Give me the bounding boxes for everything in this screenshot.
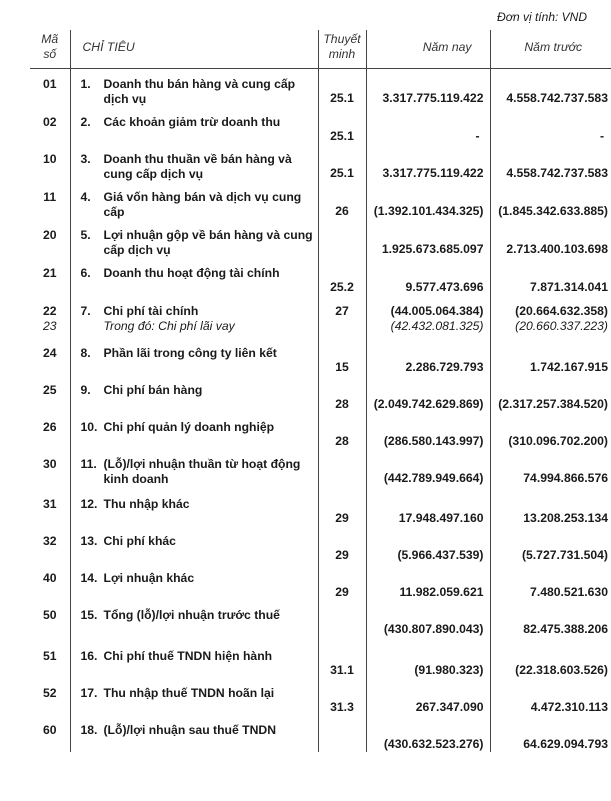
row-item [70,182,318,220]
row-number: 17. [80,686,98,700]
row-code [30,563,70,600]
row-item-line [81,457,316,487]
row-note [318,296,366,338]
row-note-value: 29 [335,511,349,525]
row-number: 7. [80,304,91,318]
row-item-line [81,608,316,623]
row-code [30,412,70,449]
currency-unit-label: Đơn vị tính: VND [497,10,587,24]
row-current-value: 3.317.775.119.422 [382,166,484,180]
row-number: 4. [80,190,91,204]
row-label: Chi phí bán hàng [103,383,203,397]
row-item-line [81,152,316,182]
row-current-value: (44.005.064.384) [390,304,484,318]
header-item: CHỈ TIÊU [70,30,318,69]
row-prior-value: 7.871.314.041 [530,280,608,294]
row-item-line [81,534,316,549]
row-prior-value: (20.664.632.358) [515,304,608,318]
row-number: 15. [80,608,98,622]
row-code-value: 30 [42,457,57,471]
row-current-year [366,338,490,375]
row-prior-year [490,296,611,338]
row-prior-value: 64.629.094.793 [523,737,608,751]
row-note-value: 31.3 [330,700,354,714]
table-row [30,296,611,338]
row-item-line [81,649,316,664]
row-label: Lợi nhuận gộp về bán hàng và cung cấp dịch vụ [103,228,313,257]
row-current-value: 11.982.059.621 [399,585,484,599]
row-number: 16. [80,649,98,663]
table-row [30,144,611,182]
row-note [318,449,366,489]
row-note-value: 31.1 [330,663,354,677]
row-code [30,338,70,375]
row-item-line [81,190,316,220]
row-current-value: 17.948.497.160 [398,511,484,525]
row-current-sub: (42.432.081.325) [390,319,484,333]
row-label: Tổng (lỗ)/lợi nhuận trước thuế [103,608,280,622]
row-item [70,69,318,108]
row-code-value: 51 [42,649,57,663]
row-code [30,641,70,678]
row-prior-year [490,563,611,600]
row-item [70,220,318,258]
row-current-value: (442.789.949.664) [383,471,484,485]
table-row [30,600,611,641]
row-number: 8. [80,346,91,360]
row-prior-value: 1.742.167.915 [530,360,608,374]
row-item [70,526,318,563]
row-item [70,144,318,182]
row-prior-year [490,182,611,220]
row-note [318,412,366,449]
row-note [318,600,366,641]
income-statement-table [30,30,611,752]
header-note-line1: Thuyết [323,32,361,46]
row-current-value: 267.347.090 [415,700,484,714]
row-label-wrap [104,77,316,107]
row-code-value: 24 [42,346,57,360]
row-item [70,715,318,752]
row-current-value: (1.392.101.434.325) [373,204,484,218]
row-label: Phần lãi trong công ty liên kết [103,346,277,360]
row-current-year [366,144,490,182]
row-note [318,338,366,375]
row-number: 9. [80,383,91,397]
row-current-year [366,220,490,258]
row-note [318,69,366,108]
row-label: Doanh thu hoạt động tài chính [103,266,280,280]
row-prior-value: (5.727.731.504) [521,548,608,562]
row-note [318,526,366,563]
table-row [30,69,611,108]
row-note-value: 27 [335,304,349,318]
row-code-value: 02 [42,115,57,129]
row-code-value: 01 [42,77,57,91]
row-current-year [366,600,490,641]
row-label: Thu nhập khác [103,497,190,511]
row-code-value: 60 [42,723,57,737]
header-prior-year: Năm trước [490,30,611,69]
row-code [30,600,70,641]
row-prior-value: 74.994.866.576 [523,471,608,485]
row-item [70,296,318,338]
row-label-wrap [104,266,280,281]
row-current-value: 3.317.775.119.422 [382,91,484,105]
row-code-value: 22 [42,304,57,318]
row-prior-year [490,678,611,715]
row-code [30,69,70,108]
row-current-year [366,715,490,752]
row-prior-year [490,107,611,144]
row-current-year [366,563,490,600]
row-note-value: 25.2 [330,280,354,294]
row-number: 6. [80,266,91,280]
row-current-year [366,449,490,489]
row-prior-year [490,144,611,182]
row-prior-value: (310.096.702.200) [508,434,608,448]
row-note-value: 28 [335,434,349,448]
table-row [30,641,611,678]
row-note-value: 26 [335,204,349,218]
header-code-line2: số [43,47,57,61]
row-item [70,641,318,678]
row-label-wrap [104,228,316,258]
row-label-wrap [104,115,281,130]
row-note [318,107,366,144]
row-current-value: - [475,129,480,143]
row-current-year [366,412,490,449]
row-prior-value: (1.845.342.633.885) [498,204,608,218]
row-label: Giá vốn hàng bán và dịch vụ cung cấp [103,190,302,219]
header-code [30,30,70,69]
table-row [30,107,611,144]
row-prior-year [490,489,611,526]
row-item [70,489,318,526]
header-current-year: Năm nay [366,30,490,69]
row-label: Chi phí khác [103,534,176,548]
row-note-value: 28 [335,397,349,411]
row-label: Chi phí thuế TNDN hiện hành [103,649,273,663]
row-code [30,220,70,258]
row-prior-value: 7.480.521.630 [530,585,608,599]
row-prior-value: (22.318.603.526) [515,663,608,677]
row-label-wrap [104,723,277,738]
row-label: Doanh thu thuần về bán hàng và cung cấp dịch vụ [103,152,292,181]
row-code-value: 10 [42,152,57,166]
row-item-line [81,497,316,512]
row-number: 11. [80,457,97,471]
row-code-value: 26 [42,420,57,434]
row-label-wrap [104,571,195,586]
row-note [318,375,366,412]
row-number: 3. [80,152,91,166]
row-code-value: 11 [43,190,57,204]
row-prior-year [490,258,611,296]
row-code [30,144,70,182]
row-label-wrap [104,686,275,701]
row-label-wrap [104,152,316,182]
row-note [318,182,366,220]
table-row [30,489,611,526]
row-item [70,107,318,144]
table-row [30,220,611,258]
row-code-value: 25 [42,383,57,397]
row-note-value: 25.1 [330,166,354,180]
row-label-sub: Trong đó: Chi phí lãi vay [103,319,235,333]
row-label-wrap [104,383,203,398]
row-code [30,182,70,220]
row-label: Thu nhập thuế TNDN hoãn lại [103,686,275,700]
row-prior-value: 4.472.310.113 [530,700,608,714]
row-note-value: 25.1 [330,129,354,143]
row-prior-year [490,641,611,678]
row-label: (Lỗ)/lợi nhuận sau thuế TNDN [103,723,277,737]
row-current-year [366,182,490,220]
row-prior-value: 4.558.742.737.583 [506,166,608,180]
row-item-line [81,115,316,130]
row-note [318,144,366,182]
row-code-value: 52 [42,686,57,700]
table-body [30,69,611,753]
header-note [318,30,366,69]
table-row [30,526,611,563]
table-row [30,563,611,600]
row-current-value: (430.807.890.043) [383,622,484,636]
row-label-wrap [104,420,275,435]
row-prior-year [490,69,611,108]
row-current-year [366,526,490,563]
row-item [70,375,318,412]
row-code [30,107,70,144]
row-code [30,375,70,412]
row-item-line [81,571,316,586]
row-note-value: 15 [335,360,349,374]
table-row [30,375,611,412]
row-item [70,412,318,449]
row-label: Chi phí quản lý doanh nghiệp [103,420,275,434]
row-label-wrap [104,304,235,334]
row-code-value: 50 [42,608,57,622]
row-prior-sub: (20.660.337.223) [515,319,608,333]
row-code [30,489,70,526]
row-current-value: (5.966.437.539) [397,548,484,562]
row-prior-value: 2.713.400.103.698 [506,242,608,256]
row-code [30,258,70,296]
row-label: Lợi nhuận khác [103,571,195,585]
row-prior-year [490,715,611,752]
row-label-wrap [104,649,273,664]
row-item [70,338,318,375]
row-number: 13. [80,534,98,548]
row-code-value: 31 [42,497,57,511]
row-prior-year [490,526,611,563]
row-code [30,678,70,715]
row-item-line [81,420,316,435]
header-note-line2: minh [328,47,356,61]
row-item-line [81,686,316,701]
row-current-value: (430.632.523.276) [383,737,484,751]
row-current-value: (286.580.143.997) [383,434,484,448]
row-prior-value: (2.317.257.384.520) [498,397,608,411]
row-number: 2. [80,115,91,129]
row-code [30,449,70,489]
table-row [30,412,611,449]
row-code [30,715,70,752]
row-item-line [81,304,316,334]
row-current-year [366,489,490,526]
row-prior-value: 13.208.253.134 [523,511,608,525]
row-current-year [366,296,490,338]
row-current-value: 9.577.473.696 [405,280,484,294]
row-item-line [81,383,316,398]
row-current-value: (91.980.323) [414,663,484,677]
row-number: 1. [80,77,91,91]
row-label-wrap [104,457,316,487]
row-item-line [81,723,316,738]
row-number: 14. [80,571,98,585]
row-label-wrap [104,346,277,361]
row-current-year [366,69,490,108]
row-item-line [81,77,316,107]
row-note-value: 29 [335,548,349,562]
row-number: 5. [80,228,91,242]
row-note [318,678,366,715]
table-header-row [30,30,611,69]
row-item [70,258,318,296]
row-label: Doanh thu bán hàng và cung cấp dịch vụ [103,77,296,106]
table-row [30,258,611,296]
row-prior-year [490,600,611,641]
row-prior-value: 4.558.742.737.583 [506,91,608,105]
row-current-year [366,107,490,144]
row-label: (Lỗ)/lợi nhuận thuần từ hoạt động kinh doanh [103,457,301,486]
row-current-value: 1.925.673.685.097 [381,242,484,256]
row-prior-year [490,220,611,258]
row-prior-year [490,449,611,489]
row-current-value: (2.049.742.629.869) [373,397,484,411]
row-note [318,563,366,600]
row-item [70,449,318,489]
row-code [30,296,70,338]
row-note-value: 25.1 [330,91,354,105]
row-note-value: 29 [335,585,349,599]
table-row [30,715,611,752]
row-label-wrap [104,608,280,623]
table-row [30,449,611,489]
row-prior-year [490,338,611,375]
row-label-wrap [104,190,316,220]
row-code-sub: 23 [42,319,57,333]
row-current-year [366,375,490,412]
table-row [30,182,611,220]
row-current-year [366,678,490,715]
row-item-line [81,228,316,258]
row-code-value: 21 [42,266,57,280]
row-number: 10. [80,420,98,434]
row-current-year [366,641,490,678]
table-row [30,338,611,375]
row-number: 12. [80,497,98,511]
row-prior-value: - [599,129,604,143]
row-current-year [366,258,490,296]
row-prior-year [490,375,611,412]
row-note [318,220,366,258]
row-note [318,715,366,752]
row-item [70,563,318,600]
row-label: Chi phí tài chính [103,304,199,318]
row-note [318,258,366,296]
row-item [70,678,318,715]
row-code [30,526,70,563]
row-prior-year [490,412,611,449]
row-code-value: 32 [42,534,57,548]
row-note [318,641,366,678]
row-label-wrap [104,497,190,512]
row-label-wrap [104,534,176,549]
row-number: 18. [80,723,98,737]
row-item-line [81,346,316,361]
row-prior-value: 82.475.388.206 [523,622,608,636]
row-label: Các khoản giảm trừ doanh thu [103,115,281,129]
header-code-line1: Mã [41,32,59,46]
row-code-value: 40 [42,571,57,585]
row-note [318,489,366,526]
row-code-value: 20 [42,228,57,242]
row-item [70,600,318,641]
row-current-value: 2.286.729.793 [405,360,484,374]
row-item-line [81,266,316,281]
table-row [30,678,611,715]
